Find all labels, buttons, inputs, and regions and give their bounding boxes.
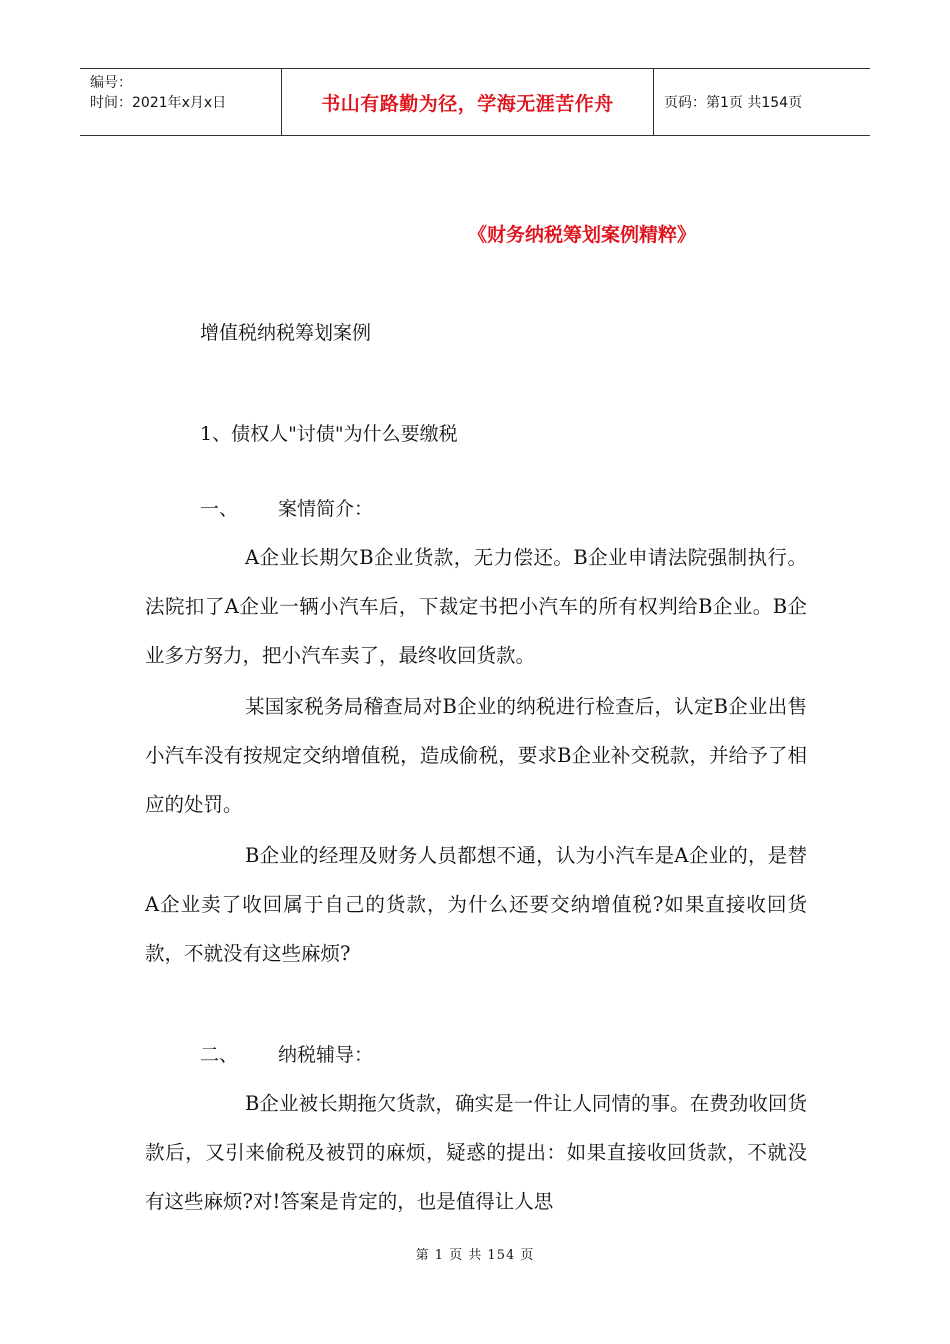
case-title: 1、债权人"讨债"为什么要缴税 <box>200 423 458 445</box>
header-motto: 书山有路勤为径，学海无涯苦作舟 <box>282 69 654 135</box>
header-page-info: 页码：第1页 共154页 <box>664 95 803 111</box>
part2-heading: 纳税辅导： <box>278 1044 374 1066</box>
page-footer: 第 1 页 共 154 页 <box>415 1248 535 1263</box>
paragraph: B企业被长期拖欠货款，确实是一件让人同情的事。在费劲收回货款后，又引来偷税及被罚的麻烦，疑惑的提出：如果直接收回货款，不就没有这些麻烦?对!答案是肯定的，也是值得让人思 <box>145 1092 807 1213</box>
part1-heading: 案情简介： <box>278 498 374 520</box>
header-meta <box>80 69 282 135</box>
part2-number: 二、 <box>200 1044 239 1066</box>
document-time-label: 时间：2021年x月x日 <box>90 95 227 111</box>
page-header <box>80 68 870 136</box>
part1-number: 一、 <box>200 498 239 520</box>
document-number-label: 编号： <box>90 75 132 91</box>
document-title: 《财务纳税筹划案例精粹》 <box>468 224 697 246</box>
paragraph: B企业的经理及财务人员都想不通，认为小汽车是A企业的，是替A企业卖了收回属于自己的货款，为什么还要交纳增值税?如果直接收回货款，不就没有这些麻烦? <box>145 844 807 965</box>
paragraph: A企业长期欠B企业货款，无力偿还。B企业申请法院强制执行。法院扣了A企业一辆小汽车后，下裁定书把小汽车的所有权判给B企业。B企业多方努力，把小汽车卖了，最终收回货款。 <box>145 546 807 667</box>
section-title: 增值税纳税筹划案例 <box>200 322 372 344</box>
paragraph: 某国家税务局稽查局对B企业的纳税进行检查后，认定B企业出售小汽车没有按规定交纳增值税，造成偷税，要求B企业补交税款，并给予了相应的处罚。 <box>145 695 807 816</box>
